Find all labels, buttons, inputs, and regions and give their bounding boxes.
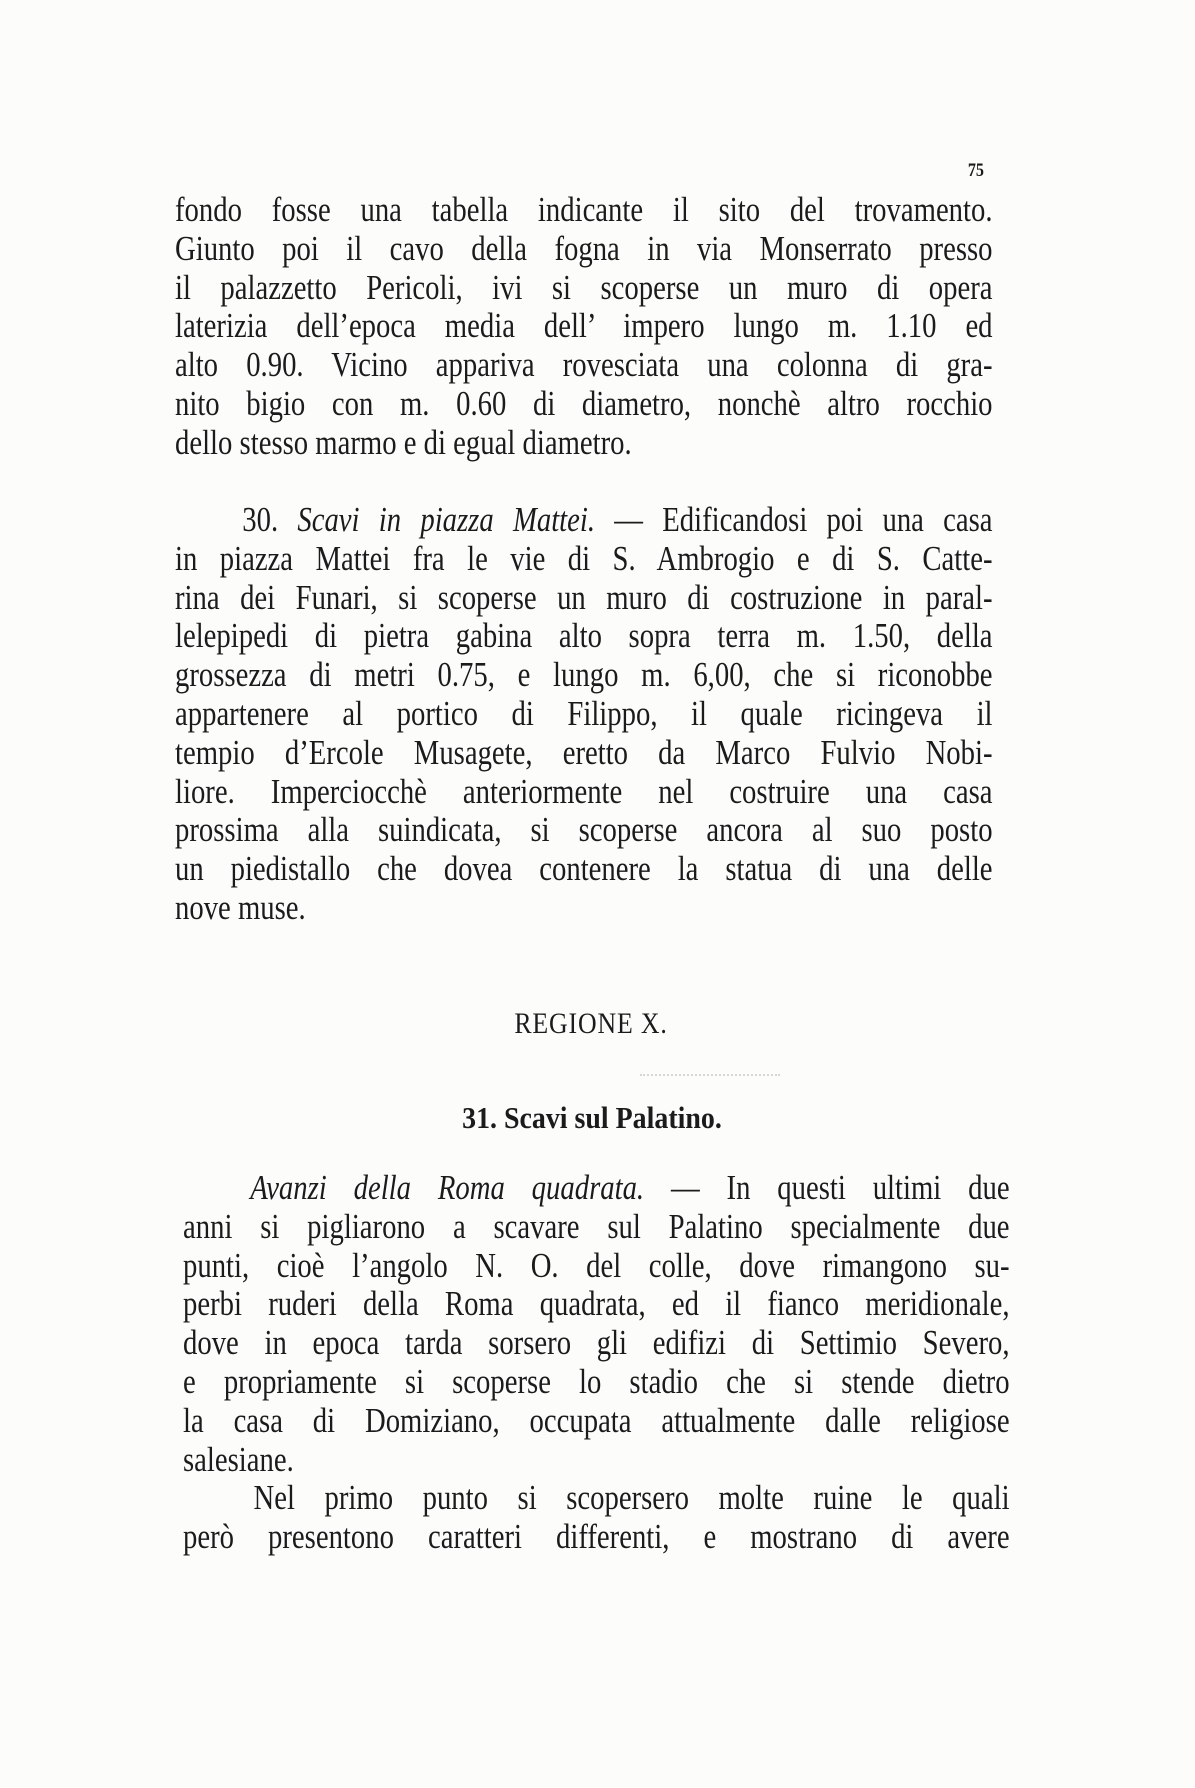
text-line xyxy=(183,1518,1191,1557)
text-line-content: il palazzetto Pericoli, ivi si scoperse un muro di opera xyxy=(175,267,993,307)
text-line-content: Nel primo punto si scopersero molte ruine le quali xyxy=(253,1478,1010,1518)
text-line-content: appartenere al portico di Filippo, il quale ricingeva il xyxy=(175,693,993,733)
text-line xyxy=(175,695,1172,734)
separator-dots xyxy=(640,1074,780,1078)
text-line-content: dello stesso marmo e di egual diametro. xyxy=(175,422,632,462)
text-line xyxy=(175,191,1172,230)
text-line-content: liore. Imperciocchè anteriormente nel costruire una casa xyxy=(175,771,993,811)
text-line xyxy=(175,230,1172,269)
text-line-content: prossima alla suindicata, si scoperse ancora al suo posto xyxy=(175,810,993,850)
text-line xyxy=(175,269,1172,308)
section-31-heading: 31. Scavi sul Palatino. xyxy=(462,1100,722,1135)
text-line xyxy=(175,579,1172,618)
text-line xyxy=(183,1402,1191,1441)
text-line xyxy=(175,734,1172,773)
text-line xyxy=(175,307,1172,346)
page-number: 75 xyxy=(967,160,984,181)
text-line-content: e propriamente si scoperse lo stadio che si stende dietro xyxy=(183,1361,1010,1401)
text-line-content: rina dei Funari, si scoperse un muro di costruzione in paral- xyxy=(175,577,993,617)
section-30-title: Scavi in piazza Mattei. xyxy=(297,500,596,539)
text-line xyxy=(175,850,1172,889)
continued-paragraph xyxy=(175,191,1172,463)
text-line-content: Giunto poi il cavo della fogna in via Monserrato presso xyxy=(175,228,993,268)
text-line xyxy=(183,1169,1191,1208)
text-line-content: dove in epoca tarda sorsero gli edifizi di Settimio Severo, xyxy=(183,1323,1010,1363)
text-line-content: salesiane. xyxy=(183,1439,294,1479)
text-line xyxy=(175,656,1172,695)
section-31-body xyxy=(183,1169,1191,1557)
section-30-number: 30. xyxy=(242,500,279,539)
text-line xyxy=(175,424,1172,463)
text-line-content: lelepipedi di pietra gabina alto sopra terra m. 1.50, della xyxy=(175,616,993,656)
text-line-content: la casa di Domiziano, occupata attualmente dalle religiose xyxy=(183,1400,1010,1440)
text-line xyxy=(175,617,1172,656)
text-line-content: punti, cioè l’angolo N. O. del colle, dove rimangono su- xyxy=(183,1245,1010,1285)
region-heading: REGIONE X. xyxy=(514,1007,668,1040)
text-line-content: alto 0.90. Vicino appariva rovesciata una colonna di gra- xyxy=(175,345,993,385)
text-line xyxy=(183,1285,1191,1324)
text-line-content: tempio d’Ercole Musagete, eretto da Marco Fulvio Nobi- xyxy=(175,732,993,772)
text-line xyxy=(175,346,1172,385)
text-line xyxy=(183,1441,1191,1480)
text-line-content: perbi ruderi della Roma quadrata, ed il fianco meridionale, xyxy=(183,1284,1010,1324)
text-line xyxy=(175,501,1172,540)
text-line-content: in piazza Mattei fra le vie di S. Ambrogio e di S. Catte- xyxy=(175,538,993,578)
section-31-first-line-text: — In questi ultimi due xyxy=(670,1168,1010,1207)
text-line xyxy=(183,1247,1191,1286)
text-line xyxy=(183,1479,1191,1518)
text-line-content: anni si pigliarono a scavare sul Palatino specialmente due xyxy=(183,1206,1010,1246)
section-30-first-line-text: — Edificandosi poi una casa xyxy=(614,500,993,539)
section-30-paragraph xyxy=(175,501,1172,928)
text-line-content: nito bigio con m. 0.60 di diametro, nonchè altro rocchio xyxy=(175,383,993,423)
text-line xyxy=(175,811,1172,850)
text-line xyxy=(183,1363,1191,1402)
text-line xyxy=(175,773,1172,812)
section-31-first-line xyxy=(183,1169,1010,1208)
text-line-content: fondo fosse una tabella indicante il sito del trovamento. xyxy=(175,190,993,229)
text-line-content: grossezza di metri 0.75, e lungo m. 6,00, che si riconobbe xyxy=(175,655,993,695)
text-line xyxy=(183,1324,1191,1363)
text-line xyxy=(175,889,1172,928)
section-31-subtitle: Avanzi della Roma quadrata. xyxy=(250,1168,645,1207)
text-line xyxy=(183,1208,1191,1247)
text-line-content: un piedistallo che dovea contenere la statua di una delle xyxy=(175,849,993,889)
text-line xyxy=(175,385,1172,424)
text-line-content: però presentono caratteri differenti, e mostrano di avere xyxy=(183,1517,1010,1557)
text-line-content: laterizia dell’epoca media dell’ impero lungo m. 1.10 ed xyxy=(175,306,993,346)
text-line xyxy=(175,540,1172,579)
text-line-content: nove muse. xyxy=(175,887,306,927)
section-30-first-line xyxy=(175,501,993,540)
